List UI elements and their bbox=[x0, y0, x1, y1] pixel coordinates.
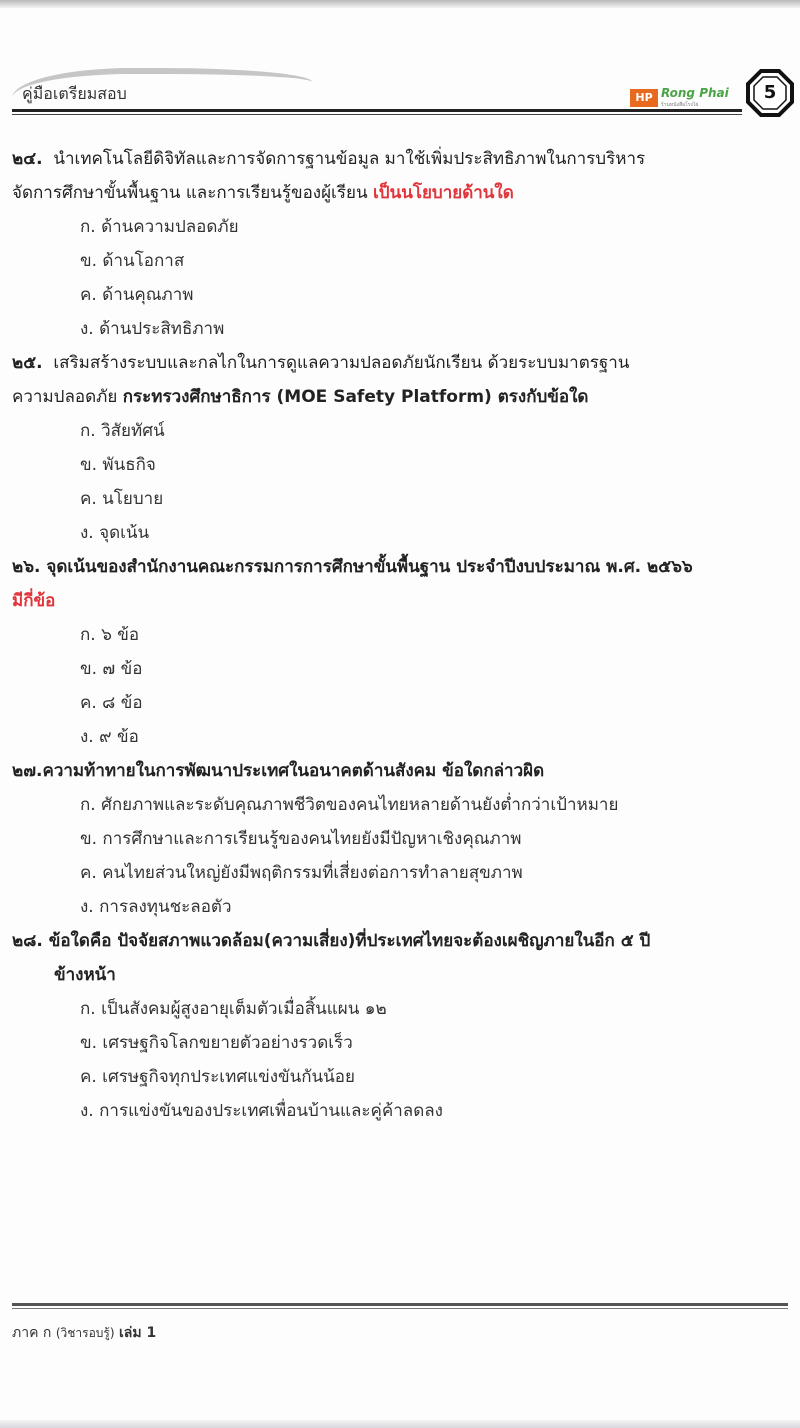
question-number: ๒๕. bbox=[12, 353, 43, 373]
question-line bbox=[12, 142, 792, 176]
option-d: ง. ๙ ข้อ bbox=[80, 727, 139, 747]
option-d: ง. จุดเน้น bbox=[80, 523, 150, 543]
question-bold-text: กระทรวงศึกษาธิการ (MOE Safety Platform) ตรงกับข้อใด bbox=[122, 387, 589, 407]
page-header bbox=[0, 62, 800, 122]
option-b: ข. ด้านโอกาส bbox=[80, 251, 185, 271]
question-number: ๒๔. bbox=[12, 149, 43, 169]
question-24 bbox=[12, 142, 792, 346]
question-line bbox=[12, 550, 792, 584]
option-c: ค. ๘ ข้อ bbox=[80, 693, 143, 713]
question-number: ๒๗. bbox=[12, 761, 43, 781]
option-d: ง. การแข่งขันของประเทศเพื่อนบ้านและคู่ค้าลดลง bbox=[80, 1101, 443, 1121]
option-c: ค. คนไทยส่วนใหญ่ยังมีพฤติกรรมที่เสี่ยงต่อการทำลายสุขภาพ bbox=[80, 863, 523, 883]
option-b: ข. พันธกิจ bbox=[80, 455, 156, 475]
page-footer bbox=[12, 1322, 156, 1344]
header-rule bbox=[12, 109, 742, 112]
question-line bbox=[12, 754, 792, 788]
logo-subtext: ร้านหนังสือโรงไผ่ bbox=[661, 102, 699, 108]
question-25 bbox=[12, 346, 792, 550]
top-edge bbox=[0, 0, 800, 8]
option-b: ข. การศึกษาและการเรียนรู้ของคนไทยยังมีปัญหาเชิงคุณภาพ bbox=[80, 829, 522, 849]
question-text: จุดเน้นของสำนักงานคณะกรรมการการศึกษาขั้นพื้นฐาน ประจำปีงบประมาณ พ.ศ. ๒๕๖๖ bbox=[46, 557, 693, 577]
footer-volume: เล่ม 1 bbox=[119, 1325, 157, 1341]
bottom-edge bbox=[0, 1420, 800, 1428]
question-text: นำเทคโนโลยีดิจิทัลและการจัดการฐานข้อมูล มาใช้เพิ่มประสิทธิภาพในการบริหาร bbox=[53, 149, 646, 169]
question-text: ข้อใดคือ ปัจจัยสภาพแวดล้อม(ความเสี่ยง)ที่ประเทศไทยจะต้องเผชิญภายในอีก ๕ ปี bbox=[48, 931, 651, 951]
question-list bbox=[12, 142, 792, 1128]
question-26-options bbox=[12, 618, 792, 754]
question-text: จัดการศึกษาขั้นพื้นฐาน และการเรียนรู้ของผู้เรียน bbox=[12, 183, 373, 203]
option-a: ก. เป็นสังคมผู้สูงอายุเต็มตัวเมื่อสิ้นแผน ๑๒ bbox=[80, 999, 387, 1019]
question-text: ข้างหน้า bbox=[54, 965, 116, 985]
question-line bbox=[12, 380, 792, 414]
option-a: ก. ๖ ข้อ bbox=[80, 625, 140, 645]
rong-phai-logo bbox=[630, 86, 742, 108]
option-a: ก. วิสัยทัศน์ bbox=[80, 421, 165, 441]
question-text: ความปลอดภัย bbox=[12, 387, 123, 407]
option-d: ง. ด้านประสิทธิภาพ bbox=[80, 319, 225, 339]
question-26 bbox=[12, 550, 792, 618]
question-28 bbox=[12, 924, 792, 1128]
question-number: ๒๖. bbox=[12, 557, 41, 577]
logo-mark-icon: HP bbox=[630, 89, 658, 107]
question-line bbox=[12, 584, 792, 618]
option-c: ค. เศรษฐกิจทุกประเทศแข่งขันกันน้อย bbox=[80, 1067, 355, 1087]
question-highlight: เป็นนโยบายด้านใด bbox=[372, 183, 514, 203]
option-d: ง. การลงทุนชะลอตัว bbox=[80, 897, 232, 917]
option-a: ก. ด้านความปลอดภัย bbox=[80, 217, 239, 237]
question-number: ๒๘. bbox=[12, 931, 43, 951]
logo-text: Rong Phai bbox=[661, 86, 729, 100]
option-a: ก. ศักยภาพและระดับคุณภาพชีวิตของคนไทยหลายด้านยังต่ำกว่าเป้าหมาย bbox=[80, 795, 619, 815]
question-line bbox=[12, 924, 792, 958]
footer-rule-thin bbox=[12, 1308, 788, 1309]
question-highlight: มีกี่ข้อ bbox=[12, 591, 56, 611]
book-title: คู่มือเตรียมสอบ bbox=[22, 84, 127, 103]
page-number-badge bbox=[746, 69, 794, 117]
option-c: ค. ด้านคุณภาพ bbox=[80, 285, 194, 305]
question-27 bbox=[12, 754, 792, 924]
footer-section: ภาค ก bbox=[12, 1325, 52, 1341]
option-c: ค. นโยบาย bbox=[80, 489, 164, 509]
option-b: ข. เศรษฐกิจโลกขยายตัวอย่างรวดเร็ว bbox=[80, 1033, 353, 1053]
option-b: ข. ๗ ข้อ bbox=[80, 659, 143, 679]
footer-rule bbox=[12, 1303, 788, 1306]
footer-subject: (วิชารอบรู้) bbox=[55, 1326, 115, 1340]
page-number: 5 bbox=[763, 82, 777, 103]
question-line bbox=[12, 346, 792, 380]
question-line bbox=[12, 958, 792, 992]
question-text: เสริมสร้างระบบและกลไกในการดูแลความปลอดภัยนักเรียน ด้วยระบบมาตรฐาน bbox=[53, 353, 630, 373]
question-line bbox=[12, 176, 792, 210]
header-rule-thin bbox=[12, 114, 742, 115]
question-text: ความท้าทายในการพัฒนาประเทศในอนาคตด้านสังคม ข้อใดกล่าวผิด bbox=[42, 761, 545, 781]
